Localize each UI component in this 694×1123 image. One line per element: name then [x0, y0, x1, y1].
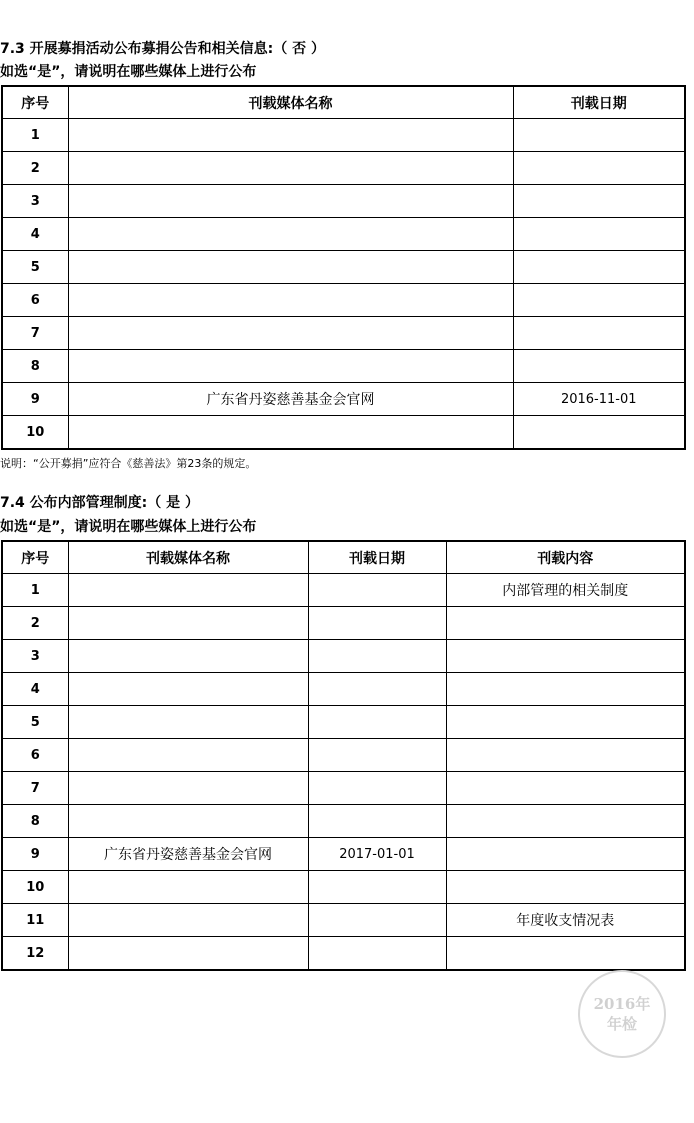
- date-cell: [513, 119, 685, 152]
- date-cell: [308, 904, 446, 937]
- table-row: [2, 805, 685, 838]
- media-cell: [68, 119, 513, 152]
- media-cell: [68, 185, 513, 218]
- table-row: [2, 416, 685, 450]
- section-7-4-subtitle: 如选“是”，请说明在哪些媒体上进行公布: [0, 519, 257, 535]
- content-cell: 年度收支情况表: [446, 904, 685, 937]
- table-row: [2, 838, 685, 871]
- date-cell: [513, 251, 685, 284]
- date-cell: [513, 218, 685, 251]
- media-cell: [68, 574, 308, 607]
- media-cell: 广东省丹姿慈善基金会官网: [68, 383, 513, 416]
- media-cell: [68, 284, 513, 317]
- media-cell: [68, 706, 308, 739]
- media-cell: [68, 937, 308, 971]
- stamp-line-2: 年检: [606, 1015, 637, 1033]
- header-serial: 序号: [2, 541, 68, 574]
- header-content: 刊载内容: [446, 541, 685, 574]
- date-cell: [513, 317, 685, 350]
- content-cell: [446, 871, 685, 904]
- media-cell: [68, 739, 308, 772]
- header-date: 刊载日期: [308, 541, 446, 574]
- media-cell: [68, 904, 308, 937]
- content-cell: [446, 772, 685, 805]
- table-row: [2, 218, 685, 251]
- date-cell: [308, 871, 446, 904]
- row-number: 4: [2, 218, 68, 251]
- date-cell: 2016-11-01: [513, 383, 685, 416]
- date-cell: [513, 152, 685, 185]
- section-7-4-title: 7.4 公布内部管理制度:（ 是 ）: [0, 495, 200, 511]
- date-cell: [308, 937, 446, 971]
- content-cell: [446, 805, 685, 838]
- table-row: [2, 119, 685, 152]
- date-cell: [308, 640, 446, 673]
- table-row: [2, 350, 685, 383]
- date-cell: [513, 284, 685, 317]
- media-cell: [68, 772, 308, 805]
- row-number: 11: [2, 904, 68, 937]
- row-number: 7: [2, 772, 68, 805]
- content-cell: 内部管理的相关制度: [446, 574, 685, 607]
- row-number: 6: [2, 739, 68, 772]
- table-row: [2, 284, 685, 317]
- media-cell: [68, 607, 308, 640]
- date-cell: [308, 805, 446, 838]
- media-cell: [68, 871, 308, 904]
- table-row: [2, 152, 685, 185]
- date-cell: [513, 350, 685, 383]
- date-cell: [308, 574, 446, 607]
- header-serial: 序号: [2, 86, 68, 119]
- table-row: [2, 251, 685, 284]
- date-cell: [308, 673, 446, 706]
- row-number: 5: [2, 706, 68, 739]
- media-cell: 广东省丹姿慈善基金会官网: [68, 838, 308, 871]
- row-number: 2: [2, 152, 68, 185]
- media-cell: [68, 350, 513, 383]
- content-cell: [446, 739, 685, 772]
- section-7-3-note: 说明：“公开募捐”应符合《慈善法》第23条的规定。: [0, 457, 257, 470]
- table-row: [2, 383, 685, 416]
- date-cell: [513, 416, 685, 450]
- row-number: 9: [2, 383, 68, 416]
- media-cell: [68, 218, 513, 251]
- row-number: 1: [2, 574, 68, 607]
- annual-inspection-stamp: [578, 970, 666, 1058]
- row-number: 3: [2, 185, 68, 218]
- media-cell: [68, 152, 513, 185]
- table-row: [2, 937, 685, 971]
- media-cell: [68, 673, 308, 706]
- row-number: 12: [2, 937, 68, 971]
- content-cell: [446, 607, 685, 640]
- header-media-name: 刊载媒体名称: [68, 541, 308, 574]
- table-row: [2, 904, 685, 937]
- date-cell: 2017-01-01: [308, 838, 446, 871]
- table-row: [2, 607, 685, 640]
- media-cell: [68, 805, 308, 838]
- date-cell: [308, 706, 446, 739]
- row-number: 2: [2, 607, 68, 640]
- fundraising-media-table: [1, 85, 686, 450]
- table-row: [2, 574, 685, 607]
- table-row: [2, 772, 685, 805]
- table-row: [2, 317, 685, 350]
- row-number: 8: [2, 805, 68, 838]
- internal-management-table: [1, 540, 686, 971]
- table-row: [2, 673, 685, 706]
- row-number: 1: [2, 119, 68, 152]
- table-header-row: [2, 86, 685, 119]
- row-number: 4: [2, 673, 68, 706]
- media-cell: [68, 640, 308, 673]
- media-cell: [68, 317, 513, 350]
- row-number: 8: [2, 350, 68, 383]
- section-7-3-title: 7.3 开展募捐活动公布募捐公告和相关信息:（ 否 ）: [0, 41, 326, 57]
- stamp-line-1: 2016年: [593, 995, 651, 1013]
- content-cell: [446, 640, 685, 673]
- content-cell: [446, 673, 685, 706]
- section-7-3-subtitle: 如选“是”，请说明在哪些媒体上进行公布: [0, 64, 257, 80]
- date-cell: [308, 772, 446, 805]
- row-number: 10: [2, 416, 68, 450]
- date-cell: [308, 607, 446, 640]
- media-cell: [68, 251, 513, 284]
- date-cell: [308, 739, 446, 772]
- date-cell: [513, 185, 685, 218]
- row-number: 5: [2, 251, 68, 284]
- table-row: [2, 185, 685, 218]
- table-row: [2, 706, 685, 739]
- table-header-row: [2, 541, 685, 574]
- table-row: [2, 871, 685, 904]
- table-row: [2, 640, 685, 673]
- row-number: 9: [2, 838, 68, 871]
- row-number: 7: [2, 317, 68, 350]
- row-number: 6: [2, 284, 68, 317]
- row-number: 3: [2, 640, 68, 673]
- content-cell: [446, 937, 685, 971]
- media-cell: [68, 416, 513, 450]
- table-row: [2, 739, 685, 772]
- content-cell: [446, 706, 685, 739]
- content-cell: [446, 838, 685, 871]
- header-date: 刊载日期: [513, 86, 685, 119]
- header-media-name: 刊载媒体名称: [68, 86, 513, 119]
- row-number: 10: [2, 871, 68, 904]
